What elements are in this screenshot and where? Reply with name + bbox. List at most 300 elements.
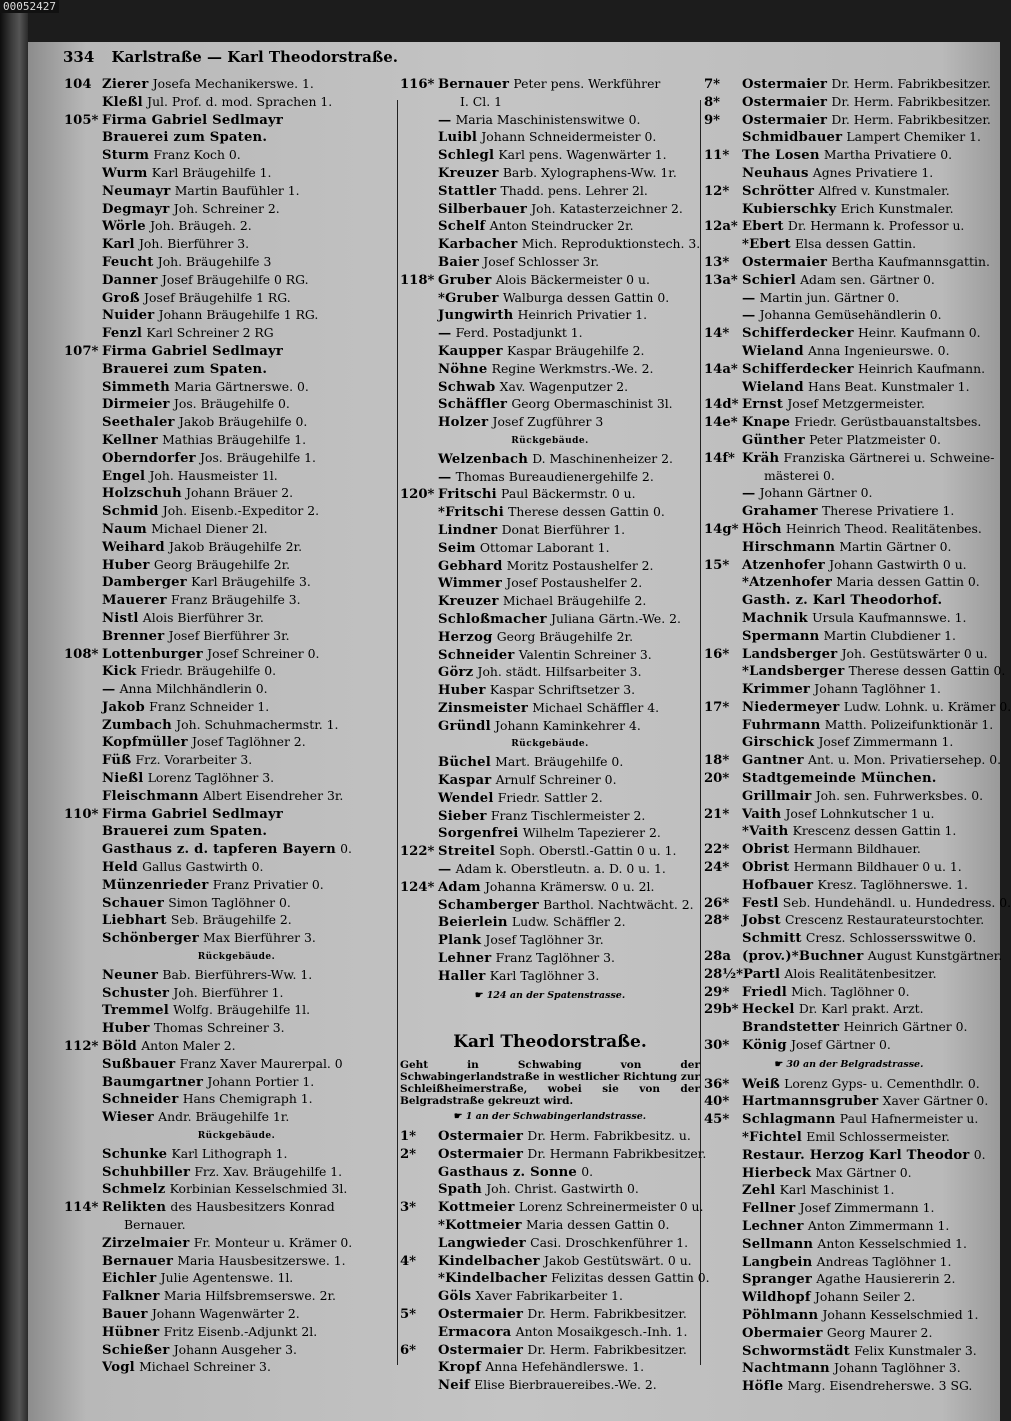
directory-entry [64,343,409,361]
subsection-label: Rückgebäude. [511,739,589,750]
directory-entry [64,1091,409,1109]
directory-entry [704,1307,994,1325]
surname: Ostermaier [742,254,828,270]
entry-detail: Josef Taglöhner 3r. [485,932,604,948]
entry-detail: Therese dessen Gattin 0. [848,663,1006,679]
entry-detail: Franz Taglöhner 3. [495,950,615,966]
surname: Firma Gabriel Sedlmayr [102,343,284,359]
surname: Feucht [102,254,154,270]
entry-detail: Johann Gastwirth 0 u. [829,556,967,572]
entry-detail: Georg Bräugehilfe 2r. [153,556,291,572]
directory-entry [400,1217,700,1235]
surname: Stattler [438,183,497,199]
entry-detail: Hans Chemigraph 1. [182,1091,313,1107]
directory-entry [64,823,409,841]
surname: Holzer [438,415,489,431]
house-number: 6* [400,1342,417,1358]
surname: Kreuzer [438,165,499,181]
directory-entry [704,1001,994,1019]
entry-detail: Erich Kunstmaler. [840,200,954,216]
entry-detail: Lorenz Schreinermeister 0 u. [518,1199,704,1215]
entry-detail: Adam sen. Gärtner 0. [800,271,935,287]
entry-detail: Josef Taglöhner 2. [191,734,306,750]
surname: Grillmair [742,788,812,804]
directory-entry [64,112,409,130]
surname: Fleischmann [102,788,199,804]
surname: (prov.)*Buchner [742,949,864,965]
directory-entry [704,1289,994,1307]
street-description: Geht in Schwabing von der Schwabingerlandstraße in westlicher Richtung zur Schleißheimerstraße, wobei sie von der Belgradstraße gekreuzt wird. [400,1059,700,1108]
entry-detail: Korbinian Kesselschmied 3l. [169,1181,348,1197]
entry-detail: Max Bierführer 3. [203,930,316,946]
entry-detail: Wolfg. Bräugehilfe 1l. [173,1002,311,1018]
surname: Schönberger [102,931,199,947]
directory-entry [64,1359,409,1377]
directory-entry [400,1253,700,1271]
house-number: 12* [704,183,730,199]
house-number: 3* [400,1200,417,1216]
entry-detail: Joh. Eisenb.-Expeditor 2. [162,503,320,519]
entry-detail: Jul. Prof. d. mod. Sprachen 1. [147,93,333,109]
entry-detail: Johann Kesselschmied 1. [822,1306,979,1322]
entry-detail: Jakob Bräugehilfe 0. [178,414,308,430]
entry-detail: Friedr. Gerüstbauanstaltsbes. [794,414,982,430]
surname: Huber [102,557,150,573]
directory-entry [400,664,700,682]
entry-detail: Johann Gärtner 0. [759,485,873,501]
surname: Kräh [742,450,780,466]
surname: Spermann [742,628,820,644]
entry-detail: Georg Bräugehilfe 2r. [496,628,634,644]
house-number: 17* [704,699,730,715]
surname: Lehner [438,951,492,967]
page-number: 334 [63,48,95,66]
directory-entry [704,129,994,147]
directory-entry [704,752,1002,770]
entry-detail: Julie Agentenswe. 1l. [160,1270,294,1286]
surname: Girschick [742,735,815,751]
directory-entry [400,718,700,736]
surname: Ostermaier [438,1146,524,1162]
house-number: 28a [704,949,731,965]
surname: Hirschmann [742,539,836,555]
surname: Niedermeyer [742,699,840,715]
directory-entry [400,950,700,968]
directory-entry [704,1254,994,1272]
surname: Schloßmacher [438,611,547,627]
entry-detail: mästerei 0. [764,467,835,483]
entry-detail: Martin Gärtner 0. [839,538,952,554]
directory-entry [704,628,994,646]
entry-detail: Josef Postaushelfer 2. [506,575,643,591]
directory-entry [400,1199,704,1217]
directory-entry [704,788,994,806]
house-number: 120* [400,487,435,503]
surname: *Ebert [742,237,791,253]
surname: Weiß [742,1076,780,1092]
entry-detail: Kaspar Schriftsetzer 3. [489,682,636,698]
entry-detail: 0. [340,841,352,857]
entry-detail: Thadd. pens. Lehrer 2l. [500,182,648,198]
entry-detail: Ursula Kaufmannswe. 1. [812,609,967,625]
directory-entry [64,592,409,610]
directory-entry [64,985,409,1003]
house-number: 14d* [704,397,739,413]
directory-entry [704,770,994,788]
surname: Luibl [438,130,478,146]
entry-detail: Dr. Herm. Fabrikbesitzer. [831,93,991,109]
entry-detail: Josefa Mechanikerswe. 1. [152,76,314,91]
surname: Karl [102,237,135,253]
entry-detail: Dr. Hermann Fabrikbesitzer. [527,1145,707,1161]
directory-entry [64,1164,409,1182]
surname: Ernst [742,397,784,413]
surname: Ebert [742,219,784,235]
directory-entry [704,806,994,824]
entry-detail: Xaver Fabrikarbeiter 1. [475,1288,623,1304]
surname: Jobst [742,913,781,929]
house-number: 21* [704,806,730,822]
entry-detail: Maria Hausbesitzerswe. 1. [177,1252,346,1268]
directory-entry [704,1076,994,1094]
house-number: 14g* [704,521,739,537]
directory-entry [704,485,994,503]
directory-entry [400,451,700,469]
surname: Machnik [742,610,808,626]
directory-entry [704,610,994,628]
directory-entry [64,290,409,308]
directory-entry [704,325,994,343]
directory-entry [64,788,409,806]
entry-detail: Karl Schreiner 2 RG [146,325,274,341]
entry-detail: Josef Metzgermeister. [787,396,925,412]
entry-detail: Karl Lithograph 1. [171,1145,288,1161]
directory-entry [400,647,700,665]
surname: Schmitt [742,931,802,947]
entry-detail: Michael Schäffler 4. [532,699,660,715]
entry-detail: des Hausbesitzers Konrad [170,1199,335,1215]
surname: Degmayr [102,201,170,217]
scan-id: 00052427 [0,0,59,13]
surname: Welzenbach [438,451,528,467]
directory-entry [704,646,994,664]
directory-entry [704,254,994,272]
directory-entry [64,895,409,913]
entry-detail: Franz Privatier 0. [212,876,324,892]
entry-detail: Anna Hefehändlerswe. 1. [485,1359,645,1375]
house-number: 112* [64,1039,99,1055]
directory-entry [704,503,994,521]
surname: Kubierschky [742,201,837,217]
subsection-label: Rückgebäude. [511,435,589,446]
surname: Büchel [438,755,491,771]
directory-entry [64,76,409,94]
surname: Krimmer [742,682,811,698]
directory-entry [64,1217,409,1235]
directory-entry [64,129,409,147]
directory-entry [64,218,409,236]
surname: Ostermaier [742,94,828,110]
entry-detail: Therese dessen Gattin 0. [508,504,665,520]
surname: *Kindelbacher [438,1271,547,1287]
house-number: 110* [64,806,99,822]
directory-entry [400,808,700,826]
entry-detail: Matth. Polizeifunktionär 1. [824,716,994,732]
house-number: 16* [704,646,730,662]
surname: Oberndorfer [102,450,196,466]
entry-detail: Agathe Hausiererin 2. [816,1271,956,1287]
surname: Obrist [742,860,790,876]
entry-detail: Johanna Gemüsehändlerin 0. [759,307,942,323]
directory-entry [400,772,700,790]
surname: Silberbauer [438,201,527,217]
entry-detail: Friedr. Bräugehilfe 0. [140,663,277,679]
directory-entry [400,1359,700,1377]
surname: Brenner [102,628,165,644]
house-number: 4* [400,1253,417,1269]
entry-detail: Ludw. Lohnk. u. Krämer 0. [843,698,1011,714]
directory-entry [64,734,409,752]
directory-entry [64,414,409,432]
entry-detail: Peter Platzmeister 0. [809,431,941,447]
entry-detail: Georg Maurer 2. [826,1324,933,1340]
entry-detail: Johann Portier 1. [207,1073,315,1089]
directory-entry [400,1377,700,1395]
entry-detail: Johann Wagenwärter 2. [151,1305,300,1321]
entry-detail: Anton Kesselschmied 1. [817,1235,967,1251]
surname: Simmeth [102,379,170,395]
entry-detail: Felix Kunstmaler 3. [854,1342,977,1358]
surname: Danner [102,272,158,288]
directory-entry [400,183,700,201]
directory-entry [400,129,700,147]
directory-entry [704,717,994,735]
entry-detail: August Kunstgärtner. [867,948,1003,964]
house-number: 8* [704,94,721,110]
entry-detail: Josef Bräugehilfe 1 RG. [144,289,291,305]
entry-detail: Friedr. Sattler 2. [497,789,603,805]
entry-detail: Alfred v. Kunstmaler. [818,182,950,198]
house-number: 116* [400,77,435,92]
entry-detail: Bernauer. [124,1217,186,1232]
entry-detail: Jos. Bräugehilfe 0. [173,396,290,412]
directory-entry [704,1343,994,1361]
directory-entry [400,469,700,487]
surname: Gasthaus z. d. tapferen Bayern [102,842,336,858]
entry-detail: Dr. Herm. Fabrikbesitzer. [527,1341,687,1357]
street-heading: Karl Theodorstraße. [453,1032,647,1053]
entry-detail: Georg Obermaschinist 3l. [511,396,673,412]
entry-detail: Maria Hilfsbremserswe. 2r. [163,1288,336,1304]
surname: Wörle [102,219,146,235]
entry-detail: Heinrich Theod. Realitätenbes. [785,520,982,536]
surname: Restaur. Herzog Karl Theodor [742,1147,970,1163]
surname: Neumayr [102,183,171,199]
entry-detail: Franz Tischlermeister 2. [490,807,646,823]
entry-detail: Josef Zimmermann 1. [799,1200,935,1216]
entry-detail: Alois Bäckermeister 0 u. [495,271,650,287]
surname: Ermacora [438,1324,512,1340]
surname: Hartmannsgruber [742,1094,879,1110]
directory-entry [704,663,1006,681]
surname: Jakob [102,699,145,715]
directory-entry [704,912,994,930]
entry-detail: Joh. Bierführer 1. [173,984,284,1000]
surname: Nöhne [438,361,488,377]
surname: Böld [102,1039,137,1055]
entry-detail: Karl Taglöhner 3. [489,967,600,983]
surname: Jungwirth [438,308,514,324]
surname: Adam [438,879,481,895]
directory-entry [400,396,700,414]
surname: Wendel [438,790,494,806]
entry-detail: Ottomar Laborant 1. [479,539,610,555]
surname: Ostermaier [438,1307,524,1322]
directory-entry [64,877,409,895]
surname: Baumgartner [102,1074,204,1090]
house-number: 20* [704,771,730,787]
surname: Kaupper [438,343,503,359]
surname: Gründl [438,718,491,734]
surname: *Kottmeier [438,1218,522,1234]
directory-entry [64,432,409,450]
entry-detail: Barthol. Nachtwächt. 2. [543,896,694,912]
surname: Held [102,860,138,876]
entry-detail: Casi. Droschkenführer 1. [530,1234,689,1250]
entry-detail: Heinrich Kaufmann. [857,360,986,376]
entry-detail: Jos. Bräugehilfe 1. [200,449,316,465]
directory-entry [64,307,409,325]
directory-entry [704,361,994,379]
entry-detail: Lorenz Taglöhner 3. [147,770,275,786]
directory-entry [704,94,994,112]
directory-entry [64,930,409,948]
directory-entry [64,361,409,379]
directory-entry [704,1325,994,1343]
surname: Zirzelmaier [102,1235,190,1251]
entry-detail: Joh. Schreiner 2. [173,200,280,216]
entry-detail: Xav. Wagenputzer 2. [499,378,629,394]
directory-entry [704,236,994,254]
directory-entry [704,1378,994,1396]
surname: Brauerei zum Spaten. [102,130,268,146]
surname: Wimmer [438,576,503,592]
surname: Landsberger [742,646,838,662]
directory-entry [704,218,994,236]
surname: Huber [438,683,486,699]
surname: Friedl [742,984,787,1000]
surname: Kreuzer [438,594,499,610]
cross-reference: ☛ 30 an der Belgradstrasse. [774,1058,924,1070]
directory-entry [400,414,700,432]
directory-entry [64,610,409,628]
directory-entry [64,1056,409,1074]
directory-entry [704,1129,994,1147]
directory-entry [400,1164,700,1182]
surname: Ostermaier [438,1342,524,1358]
entry-detail: 0. [973,1146,986,1162]
directory-entry [704,450,994,468]
directory-entry [704,201,994,219]
entry-detail: Maria Maschinistenswitwe 0. [455,111,641,127]
entry-detail: Albert Eisendreher 3r. [202,787,344,803]
house-number: 1* [400,1129,417,1145]
surname: Kaspar [438,773,492,789]
directory-entry [64,1342,409,1360]
surname: Lindner [438,522,498,538]
surname: Haller [438,968,486,984]
house-number: 114* [64,1200,99,1216]
surname: Neif [438,1378,470,1394]
directory-entry [64,272,409,290]
entry-detail: Maria Gärtnerswe. 0. [174,378,309,394]
entry-detail: Peter pens. Werkführer [513,76,661,91]
surname: Brauerei zum Spaten. [102,824,268,840]
directory-entry [64,967,409,985]
entry-detail: Paul Hafnermeister u. [839,1111,979,1127]
directory-entry [64,770,409,788]
directory-entry [64,521,409,539]
directory-entry [400,361,700,379]
entry-detail: Michael Schreiner 3. [139,1359,271,1375]
surname: Füß [102,753,132,769]
house-number: 28* [704,913,730,929]
surname: Baier [438,254,480,270]
entry-detail: Joh. Bierführer 3. [138,236,250,252]
surname: Hofbauer [742,877,814,893]
surname: — [438,326,452,342]
entry-detail: Heinrich Privatier 1. [517,307,648,323]
column-2 [400,76,710,1395]
surname: Plank [438,933,482,949]
directory-entry [64,841,409,859]
surname: Fenzl [102,326,143,342]
directory-entry [400,290,700,308]
entry-detail: Adam k. Oberstleutn. a. D. 0 u. 1. [455,861,666,877]
directory-entry [704,76,994,94]
directory-entry [400,307,700,325]
directory-entry [64,468,409,486]
entry-detail: Michael Bräugehilfe 2. [502,593,647,609]
directory-entry [400,236,700,254]
directory-entry [400,165,700,183]
directory-entry [400,1235,700,1253]
entry-detail: Johanna Krämersw. 0 u. 2l. [484,878,655,894]
entry-detail: Fritz Eisenb.-Adjunkt 2l. [163,1323,318,1339]
entry-detail: Soph. Oberstl.-Gattin 0 u. 1. [499,843,677,859]
entry-detail: Moritz Postaushelfer 2. [506,557,654,573]
directory-entry [64,165,409,183]
directory-entry [64,1002,409,1020]
entry-detail: Franz Koch 0. [153,147,241,163]
directory-entry [704,681,994,699]
surname: *Gruber [438,290,499,306]
directory-entry [704,307,994,325]
directory-entry [64,1020,409,1038]
directory-entry [64,1306,409,1324]
directory-entry [64,254,409,272]
surname: Lottenburger [102,646,203,662]
directory-entry [704,1236,994,1254]
surname: Gebhard [438,558,503,574]
directory-entry [704,698,1011,717]
directory-entry [400,914,700,932]
house-number: 18* [704,753,730,769]
surname: The Losen [742,148,820,164]
directory-entry [64,646,409,664]
entry-detail: Dr. Karl prakt. Arzt. [798,1001,924,1017]
directory-entry [704,1200,994,1218]
